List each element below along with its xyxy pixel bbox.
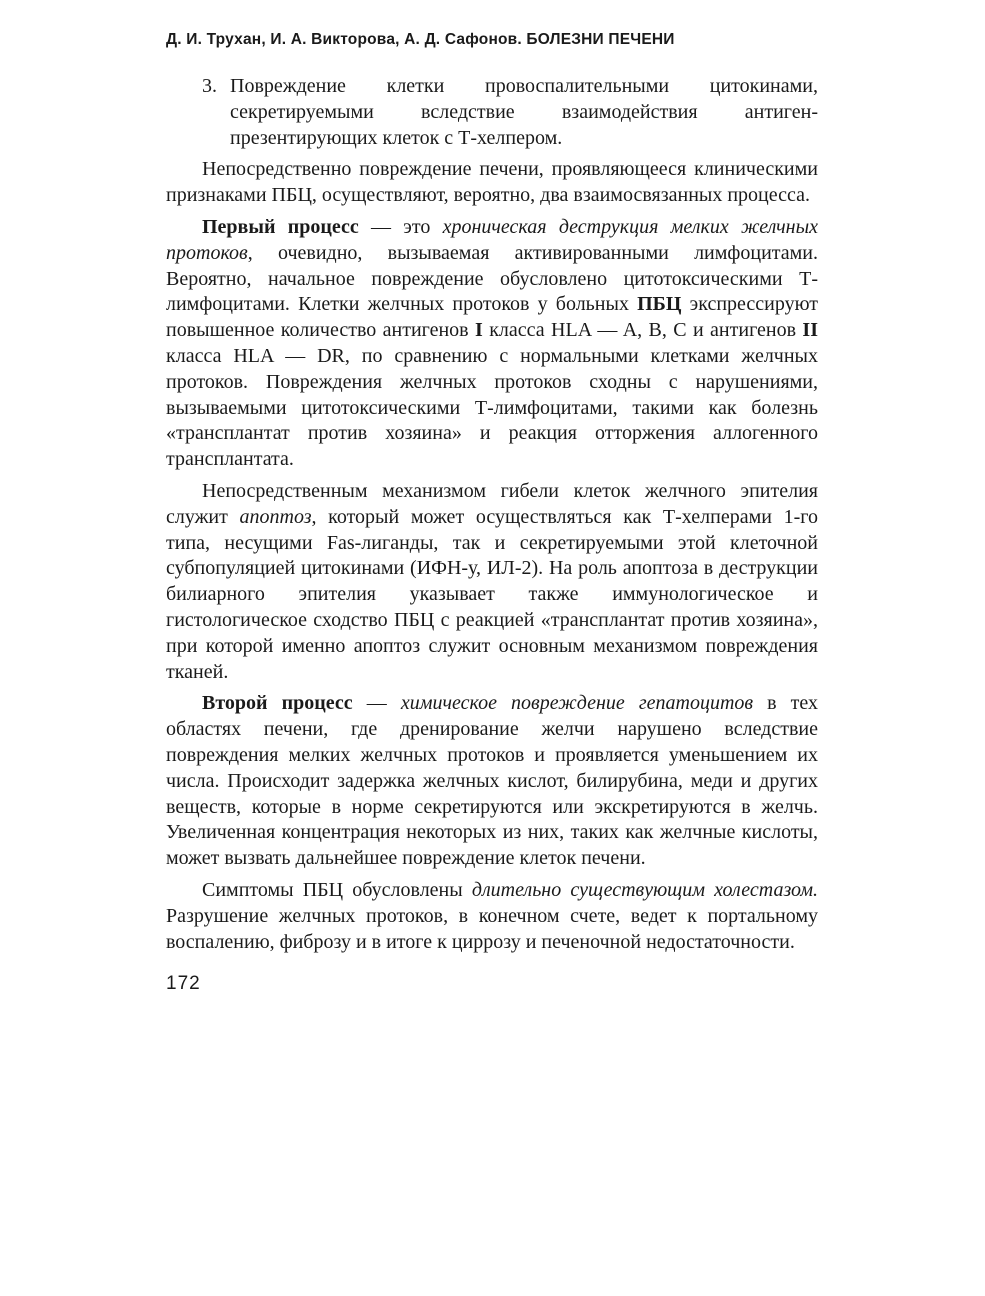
paragraph-second-process (166, 691, 818, 872)
first-process-text-d: класса HLA — DR, по сравнению с нормальными клетками желчных протоков. Повреждения желчных протоков сходны с нарушениями, вызываемыми цитотоксическими Т-лимфоцитами, такими как болезнь «трансплантат против хозяина» и реакция отторжения аллогенного трансплантата. (166, 344, 818, 471)
symptoms-text-b: Разрушение желчных протоков, в конечном счете, ведет к портальному воспалению, фиброзу и в итоге к циррозу и печеночной недостаточности. (166, 904, 818, 953)
list-item-3 (166, 74, 818, 151)
paragraph-intro (166, 157, 818, 209)
second-process-heading: Второй процесс (202, 692, 353, 715)
first-process-heading: Первый процесс (202, 215, 359, 238)
second-process-text: в тех областях печени, где дренирование желчи нарушено вследствие повреждения мелких желчных протоков и проявляется уменьшением их числа. Происходит задержка желчных кислот, билирубина, меди и других веществ, которые в норме секретируются или экскретируются в желчь. Увеличенная концентрация некоторых из них, таких как желчные кислоты, может вызвать дальнейшее повреждение клеток печени. (166, 692, 819, 870)
paragraph-intro-text: Непосредственно повреждение печени, проявляющееся клиническими признаками ПБЦ, осуществляют, вероятно, два взаимосвязанных процесса. (166, 158, 818, 207)
book-page (166, 30, 818, 995)
first-process-dash: — это (358, 215, 443, 238)
paragraph-first-process (166, 215, 818, 473)
page-number: 172 (166, 973, 201, 995)
apoptosis-term: апоптоз (239, 505, 312, 528)
paragraph-symptoms (166, 878, 818, 955)
symptoms-text-a: Симптомы ПБЦ обусловлены (202, 878, 472, 901)
hla-class-2: II (802, 319, 818, 342)
apoptosis-text-b: , который может осуществляться как Т-хелперами 1-го типа, несущими Fas-лиганды, так и секретируемыми этой клеточной субпопуляцией цитокинами (ИФН-у, ИЛ-2). На роль апоптоза в деструкции билиарного эпителия указывает также иммунологическое и гистологическое сходство ПБЦ с реакцией «трансплантат против хозяина», при которой именно апоптоз служит основным механизмом повреждения тканей. (166, 505, 818, 683)
paragraph-apoptosis (166, 479, 818, 685)
second-process-dash: — (352, 692, 401, 715)
apoptosis-text-a: Непосредственным механизмом гибели клеток желчного эпителия служит (166, 479, 818, 528)
second-process-term: химическое повреждение гепатоцитов (400, 692, 754, 715)
symptoms-term: длительно существующим холестазом. (471, 878, 818, 901)
list-item-text: Повреждение клетки провоспалительными цитокинами, секретируемыми вследствие взаимодействия антиген-презентирующих клеток с Т-хелпером. (230, 75, 818, 149)
first-process-text-b: экспрессируют повышенное количество антигенов (166, 293, 819, 342)
list-item-number: 3. (202, 75, 217, 97)
hla-class-1: I (475, 319, 483, 342)
running-header: Д. И. Трухан, И. А. Викторова, А. Д. Сафонов. БОЛЕЗНИ ПЕЧЕНИ (166, 31, 675, 48)
first-process-text-c: класса HLA — A, B, C и антигенов (482, 319, 803, 342)
first-process-term: хроническая деструкция мелких желчных протоков (166, 215, 819, 264)
pbc-abbreviation: ПБЦ (637, 293, 682, 316)
main-text (166, 74, 818, 955)
first-process-text-a: , очевидно, вызываемая активированными лимфоцитами. Вероятно, начальное повреждение обусловлено цитотоксическими Т-лимфоцитами. Клетки желчных протоков у больных (166, 241, 818, 316)
